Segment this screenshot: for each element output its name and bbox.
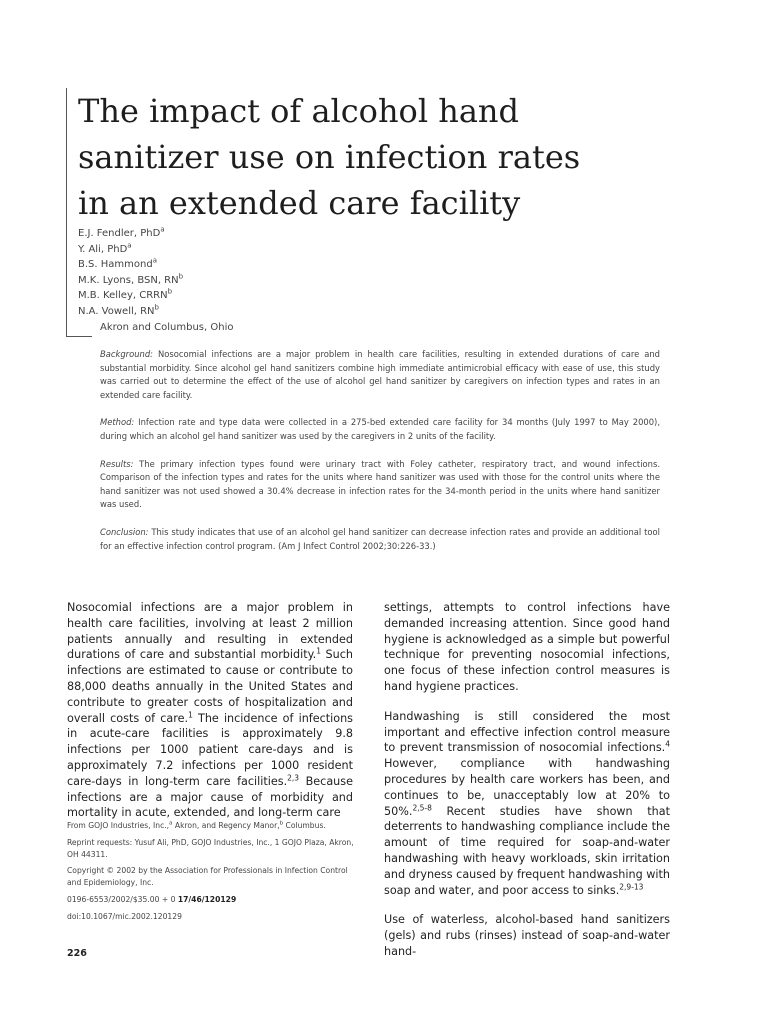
citation-ref: 2,5-8 xyxy=(412,802,432,812)
abstract-text: This study indicates that use of an alcohol gel hand sanitizer can decrease infection rates and provide an additional tool for an effective infection control program. (Am J Infect Control 2002;30:226-33.) xyxy=(100,526,660,551)
abstract xyxy=(100,348,660,567)
abstract-label: Method: xyxy=(100,417,135,428)
citation-ref: 2,9-13 xyxy=(619,881,644,891)
body-paragraph: settings, attempts to control infections have demanded increasing attention. Since good hand hygiene is acknowledged as a simple but powerful technique for preventing nosocomial infections, one focus of these infection control measures is hand hygiene practices. xyxy=(384,601,670,693)
abstract-method xyxy=(100,416,660,443)
author-affiliation-mark: a xyxy=(127,241,132,250)
abstract-background xyxy=(100,348,660,402)
body-text: Handwashing is still considered the most important and effective infection control measure to prevent transmission of nosocomial infections. xyxy=(384,709,670,755)
footnote-reprint: Reprint requests: Yusuf Ali, PhD, GOJO Industries, Inc., 1 GOJO Plaza, Akron, OH 44311. xyxy=(67,837,354,859)
footnotes xyxy=(67,820,357,928)
citation-ref: 1 xyxy=(188,709,193,719)
author-location: Akron and Columbus, Ohio xyxy=(100,321,234,333)
author-name: Y. Ali, PhD xyxy=(78,243,128,255)
body-text: Recent studies have shown that deterrents to handwashing compliance include the amount of time required for soap-and-water handwashing with heavy workloads, skin irritation and dryness caused by frequent handwashing with soap and water, and poor access to sinks. xyxy=(384,804,670,897)
author xyxy=(78,257,233,273)
issn-code: 17/46/120129 xyxy=(177,894,237,904)
author-name: M.B. Kelley, CRRN xyxy=(78,290,168,302)
footnote-text: From GOJO Industries, Inc., xyxy=(67,821,170,830)
body-text: However, compliance with handwashing procedures by health care workers has been, and continues to be, unacceptably low at 20% to 50%. xyxy=(384,757,670,818)
citation-ref: 1 xyxy=(316,646,321,656)
abstract-label: Results: xyxy=(100,458,134,469)
title-rule-horizontal xyxy=(66,336,92,337)
body-column-right xyxy=(384,600,670,974)
author-name: M.K. Lyons, BSN, RN xyxy=(78,274,179,286)
body-text: The incidence of infections in acute-care facilities is approximately 9.8 infections per 1000 patient care-days and is approximately 7.2 infections per 1000 resident care-days in long-term care facilities. xyxy=(67,711,354,788)
footnote-affiliations xyxy=(67,820,357,832)
affiliation-mark: b xyxy=(279,820,284,827)
affiliation-mark: a xyxy=(169,820,173,827)
body-paragraph xyxy=(384,709,670,899)
title-line: in an extended care facility xyxy=(78,184,521,222)
title-line: The impact of alcohol hand xyxy=(78,92,519,130)
title-line: sanitizer use on infection rates xyxy=(78,138,581,176)
author xyxy=(78,304,233,320)
body-text: Because infections are a major cause of morbidity and mortality in acute, extended, and long-term care xyxy=(67,774,353,820)
footnote-copyright: Copyright © 2002 by the Association for Professionals in Infection Control and Epidemiology, Inc. xyxy=(67,866,348,888)
author xyxy=(78,273,233,289)
author-affiliation-mark: a xyxy=(160,225,165,234)
abstract-label: Background: xyxy=(100,349,153,359)
page-number: 226 xyxy=(67,948,87,959)
footnote-doi: doi:10.1067/mic.2002.120129 xyxy=(67,911,182,921)
body-text: Nosocomial infections are a major problem in health care facilities, involving at least 2 million patients annually and resulting in extended durations of care and substantial morbidity. xyxy=(67,601,353,662)
citation-ref: 4 xyxy=(665,739,670,749)
footnote-text: Columbus. xyxy=(283,821,326,830)
abstract-text: The primary infection types found were urinary tract with Foley catheter, respiratory tract, and wound infections. Comparison of the infection types and rates for the units where hand sanitizer was used with those for the control units where the hand sanitizer was not used showed a 30.4% decrease in infection rates for the 34-month period in the units where hand sanitizer was used. xyxy=(100,458,660,510)
body-paragraph xyxy=(67,600,353,821)
author xyxy=(78,288,233,304)
author-list xyxy=(78,226,233,335)
article-title xyxy=(78,88,638,226)
body-paragraph: Use of waterless, alcohol-based hand sanitizers (gels) and rubs (rinses) instead of soap-and-water hand- xyxy=(384,913,670,958)
body-text: Such infections are estimated to cause or contribute to 88,000 deaths annually in the United States and contribute to greater costs of hospitalization and overall costs of care. xyxy=(67,648,353,725)
body-column-left xyxy=(67,600,353,835)
author-affiliation-mark: b xyxy=(154,303,159,312)
author-affiliation-mark: b xyxy=(167,288,173,297)
abstract-text: Infection rate and type data were collected in a 275-bed extended care facility for 34 months (July 1997 to May 2000), during which an alcohol gel hand sanitizer was used by the caregivers in 2 units of the facility. xyxy=(100,417,660,441)
footnote-issn xyxy=(67,894,357,906)
abstract-text: Nosocomial infections are a major problem in health care facilities, resulting in extended durations of care and substantial morbidity. Since alcohol gel hand sanitizers combine high immediate antimicrobial efficacy with ease of use, this study was carried out to determine the effect of the use of alcohol gel hand sanitizer by caregivers on infection types and rates in an extended care facility. xyxy=(100,349,660,400)
footnote-text: Akron, and Regency Manor, xyxy=(172,821,280,830)
issn-text: 0196-6553/2002/$35.00 + 0 xyxy=(67,894,178,904)
title-rule-vertical xyxy=(66,88,67,336)
author xyxy=(78,226,233,242)
author-affiliation-mark: b xyxy=(178,272,184,281)
abstract-results xyxy=(100,458,660,512)
citation-ref: 2,3 xyxy=(287,773,300,783)
abstract-conclusion xyxy=(100,526,660,553)
author-name: N.A. Vowell, RN xyxy=(78,305,155,317)
abstract-label: Conclusion: xyxy=(100,526,149,537)
author-name: E.J. Fendler, PhD xyxy=(78,228,161,239)
author-name: B.S. Hammond xyxy=(78,259,153,271)
author xyxy=(78,242,233,258)
author-affiliation-mark: a xyxy=(152,256,157,265)
